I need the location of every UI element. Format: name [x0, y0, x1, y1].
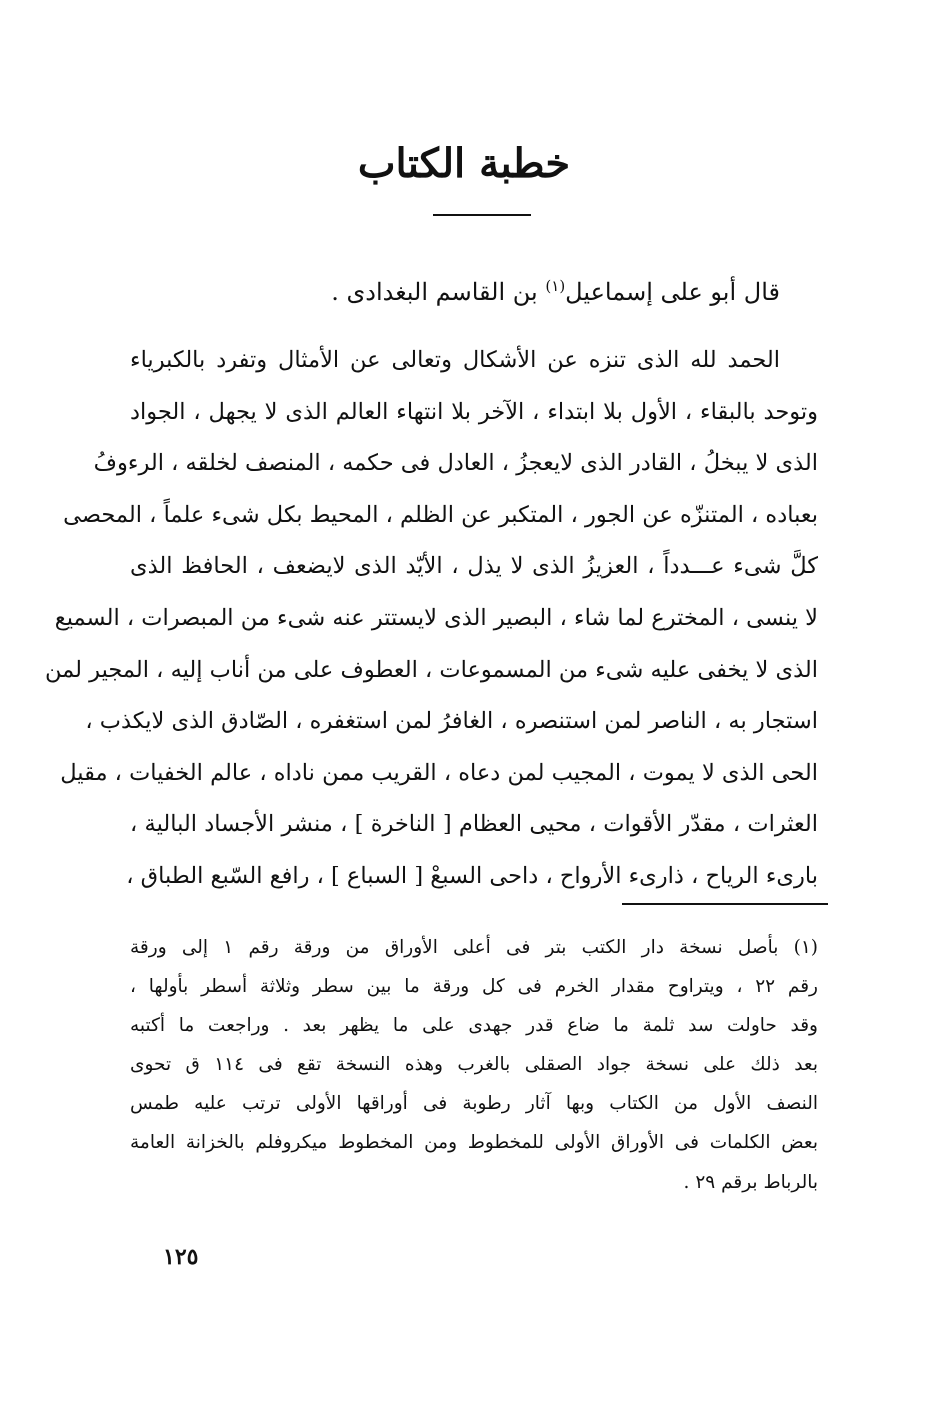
body-line: كلَّ شىء عـــدداً ، العزيزُ الذى لا يذل ، الأيّد الذى لايضعف ، الحافظ الذى — [130, 553, 818, 580]
body-line: وتوحد بالبقاء ، الأول بلا ابتداء ، الآخر بلا انتهاء العالم الذى لا يجهل ، الجواد — [130, 398, 818, 425]
body-line: استجار به ، الناصر لمن استنصره ، الغافرُ لمن استغفره ، الصّادق الذى لايكذب ، — [85, 708, 818, 735]
footnote-marker: (١) — [545, 277, 566, 295]
footnote-line: بالرباط برقم ٢٩ . — [683, 1171, 818, 1193]
footnote-line: بعض الكلمات فى الأوراق الأولى للمخطوط ومن المخطوط ميكروفلم بالخزانة العامة — [130, 1132, 818, 1154]
footnote-line: النصف الأول من الكتاب وبها آثار رطوبة فى أوراقها الأولى ترتب عليه طمس — [130, 1093, 818, 1115]
body-line: العثرات ، مقدّر الأقوات ، محيى العظام [ الناخرة ] ، منشر الأجساد البالية ، — [130, 811, 818, 838]
title-divider — [433, 214, 531, 216]
footnote-divider — [622, 903, 828, 905]
body-line: بعباده ، المتنزّه عن الجور ، المتكبر عن الظلم ، المحيط بكل شىء علماً ، المحصى — [63, 501, 818, 528]
body-line: الذى لا يبخلُ ، القادر الذى لايعجزُ ، العادل فى حكمه ، المنصف لخلقه ، الرءوفُ — [93, 450, 818, 477]
footnote-line: وقد حاولت سد ثلمة ما ضاع قدر جهدى على ما يظهر بعد . وراجعت ما أكتبه — [130, 1015, 818, 1037]
body-text — [45, 335, 818, 903]
attribution-after-note: بن القاسم البغدادى . — [331, 278, 538, 306]
footnote-line: بعد ذلك على نسخة جواد الصقلى بالغرب وهذه النسخة تقع فى ١١٤ ق تحوى — [130, 1054, 818, 1076]
page-title: خطبة الكتاب — [357, 140, 571, 187]
attribution-before-note: قال أبو على إسماعيل — [565, 278, 780, 306]
attribution-line — [300, 266, 780, 312]
footnote-text — [130, 928, 818, 1202]
footnote-line: (١) بأصل نسخة دار الكتب بتر فى أعلى الأوراق من ورقة رقم ١ إلى ورقة — [130, 937, 819, 958]
page-number: ١٢٥ — [163, 1244, 199, 1270]
body-line: الحى الذى لا يموت ، المجيب لمن دعاه ، القريب ممن ناداه ، عالم الخفيات ، مقيل — [60, 759, 818, 786]
footnote-line: رقم ٢٢ ، ويتراوح مقدار الخرم فى كل ورقة ما بين سطر وثلاثة أسطر بأولها ، — [130, 976, 818, 998]
body-line: لا ينسى ، المخترع لما شاء ، البصير الذى لايستتر عنه شىء من المبصرات ، السميع — [54, 604, 818, 631]
body-line: بارىء الرياح ، ذارىء الأرواح ، داحى السبعْ [ السباع ] ، رافع السّبع الطباق ، — [126, 862, 818, 889]
body-line: الحمد لله الذى تنزه عن الأشكال وتعالى عن الأمثال وتفرد بالكبرياء — [130, 347, 780, 373]
body-line: الذى لا يخفى عليه شىء من المسموعات ، العطوف على من أناب إليه ، المجير لمن — [45, 656, 818, 683]
